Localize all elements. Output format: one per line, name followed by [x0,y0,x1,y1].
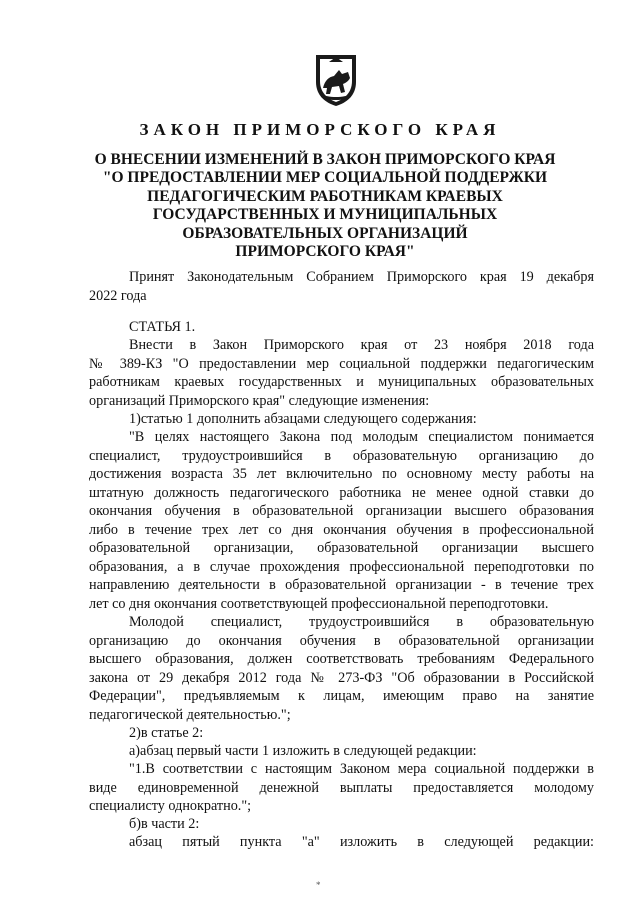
intro-paragraph [89,336,594,410]
quote-paragraph-2 [89,613,594,724]
coat-of-arms-icon [312,52,360,108]
text-line: направлению деятельности в образовательной организации - в течение трех [89,577,594,593]
text-line: закона от 29 декабря 2012 года № 273-ФЗ "Об образовании в Российской [89,669,594,686]
subtitle-line: ПЕДАГОГИЧЕСКИМ РАБОТНИКАМ КРАЕВЫХ [147,187,503,205]
subtitle-line: ОБРАЗОВАТЕЛЬНЫХ ОРГАНИЗАЦИЙ [182,224,468,242]
text-line: "1.В соответствии с настоящим Законом мера социальной поддержки в [129,761,594,777]
adoption-line: 2022 года [89,287,147,304]
item-2: 2)в статье 2: [129,725,204,741]
quote-paragraph-3 [89,760,594,816]
subtitle-line: ПРИМОРСКОГО КРАЯ" [235,243,415,261]
law-subtitle [80,151,570,261]
text-line: окончания обучения в образовательной организации высшего образования [89,503,594,519]
text-line: образования, а в случае прохождения профессиональной переподготовки по [89,558,594,575]
item-2b: б)в части 2: [129,816,200,832]
subtitle-line: "О ПРЕДОСТАВЛЕНИИ МЕР СОЦИАЛЬНОЙ ПОДДЕРЖКИ [102,169,548,187]
item-1: 1)статью 1 дополнить абзацами следующего содержания: [129,411,477,427]
page-mark: * [316,880,321,890]
subtitle-line: О ВНЕСЕНИИ ИЗМЕНЕНИЙ В ЗАКОН ПРИМОРСКОГО КРАЯ [94,151,556,168]
text-line: образовательной организации, образовательной организации высшего [89,540,594,556]
text-line: Внести в Закон Приморского края от 23 ноября 2018 года [129,337,594,353]
text-line: лет со дня окончания соответствующей профессиональной переподготовки. [89,595,549,612]
text-line: высшего образования, должен соответствовать требованиям Федерального [89,651,594,667]
item-2a: а)абзац первый части 1 изложить в следующей редакции: [129,743,477,759]
adoption-note [89,268,594,305]
quote-paragraph-1 [89,428,594,613]
text-line: достижения возраста 35 лет включительно по основному месту работы на [89,466,594,482]
subtitle-line: ГОСУДАРСТВЕННЫХ И МУНИЦИПАЛЬНЫХ [152,206,498,224]
text-line: специалист, трудоустроившийся в образовательную организацию до [89,447,594,464]
text-line: организаций Приморского края" следующие изменения: [89,392,430,409]
text-line: работникам краевых государственных и муниципальных образовательных [89,374,594,390]
item-2b-text: абзац пятый пункта "а" изложить в следующей редакции: [129,834,594,850]
adoption-line: Принят Законодательным Собранием Приморского края 19 декабря [129,269,594,285]
text-line: либо в течение трех лет со дня окончания обучения в профессиональной [89,521,594,538]
text-line: педагогической деятельностью."; [89,706,291,723]
text-line: штатную должность педагогического работника не менее одной ставки до [89,484,594,501]
text-line: виде единовременной денежной выплаты предоставляется молодому [89,779,594,796]
law-title: ЗАКОН ПРИМОРСКОГО КРАЯ [139,120,501,139]
text-line: специалисту однократно."; [89,798,252,814]
text-line: организацию до окончания обучения в образовательной организации [89,632,594,649]
text-line: Федерации", предъявляемым к лицам, имеющим право на занятие [89,688,594,704]
text-line: № 389-КЗ "О предоставлении мер социальной поддержки педагогическим [89,355,594,372]
text-line: Молодой специалист, трудоустроившийся в образовательную [129,614,594,630]
article-heading: СТАТЬЯ 1. [129,319,196,335]
text-line: "В целях настоящего Закона под молодым специалистом понимается [129,429,594,445]
